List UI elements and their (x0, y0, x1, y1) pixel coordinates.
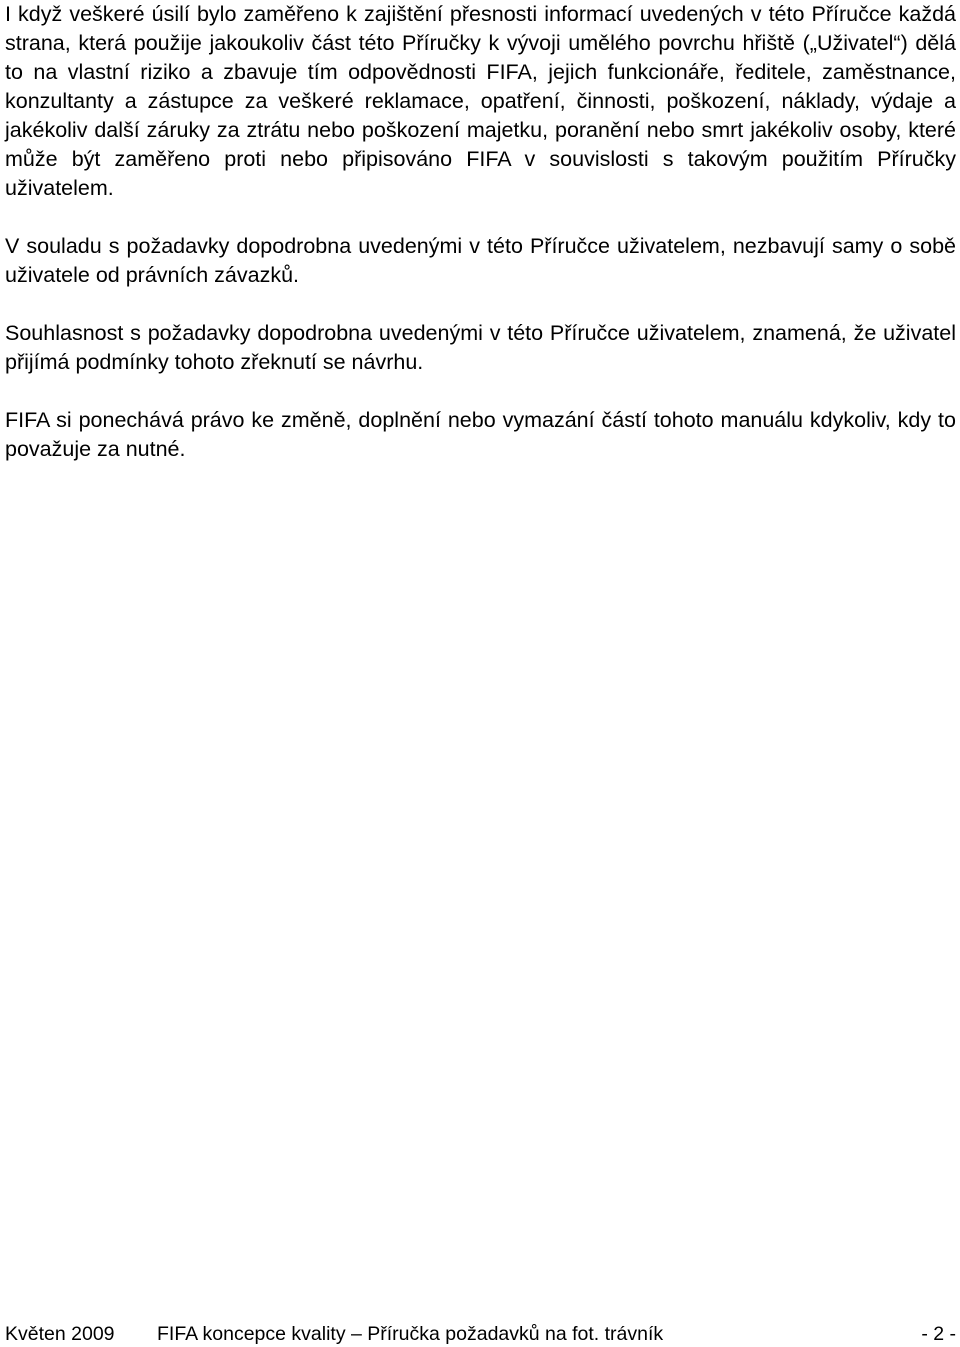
document-body (5, 0, 956, 464)
disclaimer-paragraph-amendments: FIFA si ponechává právo ke změně, doplnění nebo vymazání částí tohoto manuálu kdykoliv, kdy to považuje za nutné. (5, 408, 956, 461)
paragraph-spacer (5, 290, 956, 319)
document-page (5, 0, 956, 1347)
paragraph-spacer (5, 203, 956, 232)
footer-date: Květen 2009 (5, 1323, 115, 1345)
disclaimer-paragraph-acceptance: Souhlasnost s požadavky dopodrobna uvedenými v této Příručce uživatelem, znamená, že uživatel přijímá podmínky tohoto zřeknutí se návrhu. (5, 321, 956, 374)
footer-page-number: - 2 - (921, 1323, 956, 1345)
paragraph-spacer (5, 377, 956, 406)
footer-document-title: FIFA koncepce kvality – Příručka požadavků na fot. trávník (157, 1323, 664, 1345)
disclaimer-paragraph-legal-obligations: V souladu s požadavky dopodrobna uvedenými v této Příručce uživatelem, nezbavují samy o sobě uživatele od právních závazků. (5, 234, 956, 287)
disclaimer-paragraph-liability: I když veškeré úsilí bylo zaměřeno k zajištění přesnosti informací uvedených v této Příručce každá strana, která použije jakoukoliv část této Příručky k vývoji umělého povrchu hřiště („Uživatel“) dělá to na vlastní riziko a zbavuje tím odpovědnosti FIFA, jejich funkcionáře, ředitele, zaměstnance, konzultanty a zástupce za veškeré reklamace, opatření, činnosti, poškození, náklady, výdaje a jakékoliv další záruky za ztrátu nebo poškození majetku, poranění nebo smrt jakékoliv osoby, které může být zaměřeno proti nebo připisováno FIFA v souvislosti s takovým použitím Příručky uživatelem. (5, 2, 956, 200)
